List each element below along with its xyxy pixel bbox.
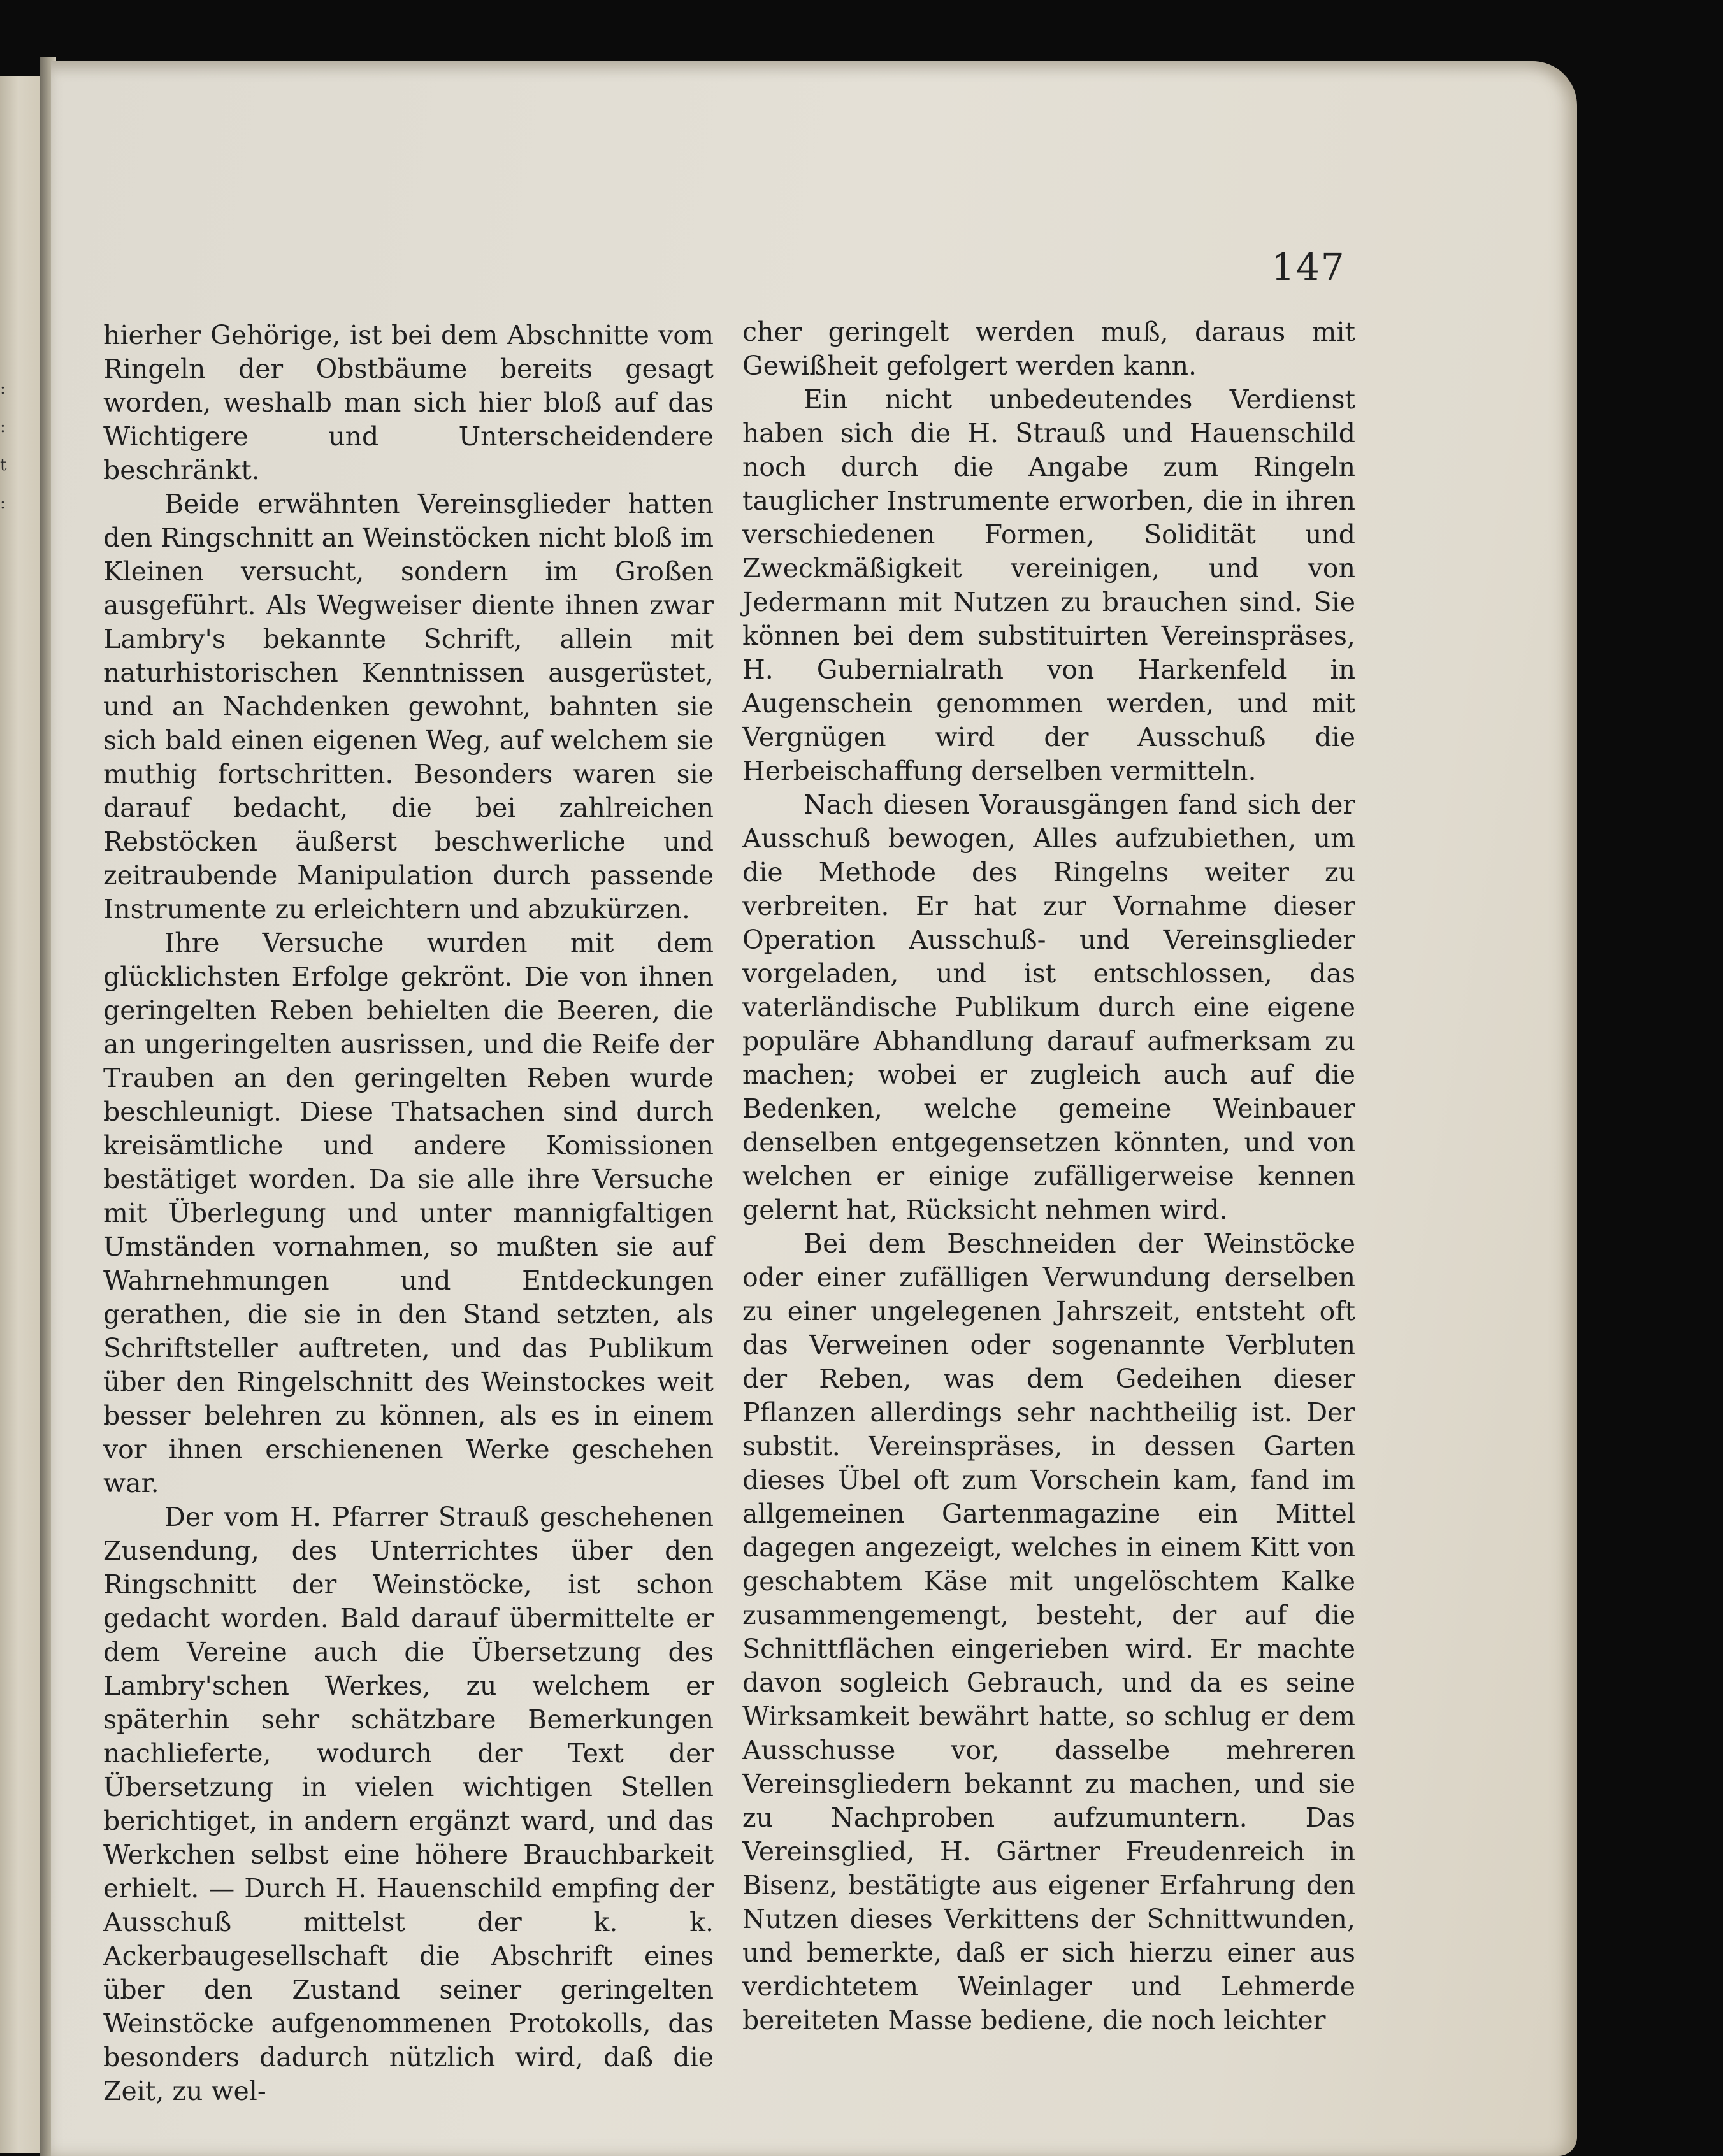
paragraph: cher geringelt werden muß, daraus mit Gewißheit gefolgert werden kann. [742, 317, 1355, 381]
paragraph: Nach diesen Vorausgängen fand sich der Ausschuß bewogen, Alles aufzubiethen, um die Methode des Ringelns weiter zu verbreiten. Er hat zur Vornahme dieser Operation Ausschuß- und Vereinsglieder vorgeladen, und ist entschlossen, das vaterländische Publikum durch eine eigene populäre Abhandlung darauf aufmerksam zu machen; wobei er zugleich auch auf die Bedenken, welche gemeine Weinbauer denselben entgegensetzen könnten, und von welchen er einige zufälligerweise kennen gelernt hat, Rücksicht nehmen wird. [742, 789, 1355, 1225]
page-number: 147 [1271, 245, 1346, 289]
text-column-left [103, 319, 714, 2108]
text-column-right [742, 315, 1355, 2037]
paragraph: Beide erwähnten Vereinsglieder hatten den Ringschnitt an Weinstöcken nicht bloß im Kleinen versucht, sondern im Großen ausgeführt. Als Wegweiser diente ihnen zwar Lambry's bekannte Schrift, allein mit naturhistorischen Kenntnissen ausgerüstet, und an Nachdenken gewohnt, bahnten sie sich bald einen eigenen Weg, auf welchem sie muthig fortschritten. Besonders waren sie darauf bedacht, die bei zahlreichen Rebstöcken äußerst beschwerliche und zeitraubende Manipulation durch passende Instrumente zu erleichtern und abzukürzen. [103, 489, 714, 924]
paragraph: Der vom H. Pfarrer Strauß geschehenen Zusendung, des Unterrichtes über den Ringschnitt der Weinstöcke, ist schon gedacht worden. Bald darauf übermittelte er dem Vereine auch die Übersetzung des Lambry'schen Werkes, zu welchem er späterhin sehr schätzbare Bemerkungen nachlieferte, wodurch der Text der Übersetzung in vielen wichtigen Stellen berichtiget, in andern ergänzt ward, und das Werkchen selbst eine höhere Brauchbarkeit erhielt. — Durch H. Hauenschild empfing der Ausschuß mittelst der k. k. Ackerbaugesellschaft die Abschrift eines über den Zustand seiner geringelten Weinstöcke aufgenommenen Protokolls, das besonders dadurch nützlich wird, daß die Zeit, zu wel- [103, 1502, 714, 2106]
left-page-margin-marks: : : t : [0, 379, 7, 513]
paragraph: Ihre Versuche wurden mit dem glücklichsten Erfolge gekrönt. Die von ihnen geringelten Reben behielten die Beeren, die an ungeringelten ausrissen, und die Reife der Trauben an den geringelten Reben wurde beschleunigt. Diese Thatsachen sind durch kreisämtliche und andere Komissionen bestätiget worden. Da sie alle ihre Versuche mit Überlegung und unter mannigfaltigen Umständen vornahmen, so mußten sie auf Wahrnehmungen und Entdeckungen gerathen, die sie in den Stand setzten, als Schriftsteller auftreten, und das Publikum über den Ringelschnitt des Weinstockes weit besser belehren zu können, als es in einem vor ihnen erschienenen Werke geschehen war. [103, 928, 714, 1498]
paragraph: hierher Gehörige, ist bei dem Abschnitte vom Ringeln der Obstbäume bereits gesagt worden, weshalb man sich hier bloß auf das Wichtigere und Unterscheidendere beschränkt. [103, 320, 714, 485]
paragraph: Ein nicht unbedeutendes Verdienst haben sich die H. Strauß und Hauenschild noch durch die Angabe zum Ringeln tauglicher Instrumente erworben, die in ihren verschiedenen Formen, Solidität und Zweckmäßigkeit vereinigen, und von Jedermann mit Nutzen zu brauchen sind. Sie können bei dem substituirten Vereinspräses, H. Gubernialrath von Harkenfeld in Augenschein genommen werden, und mit Vergnügen wird der Ausschuß die Herbeischaffung derselben vermitteln. [742, 384, 1355, 786]
paragraph: Bei dem Beschneiden der Weinstöcke oder einer zufälligen Verwundung derselben zu einer ungelegenen Jahrszeit, entsteht oft das Verweinen oder sogenannte Verbluten der Reben, was dem Gedeihen dieser Pflanzen allerdings sehr nachtheilig ist. Der substit. Vereinspräses, in dessen Garten dieses Übel oft zum Vorschein kam, fand im allgemeinen Gartenmagazine ein Mittel dagegen angezeigt, welches in einem Kitt von geschabtem Käse mit ungelöschtem Kalke zusammengemengt, besteht, der auf die Schnittflächen eingerieben wird. Er machte davon sogleich Gebrauch, und da es seine Wirksamkeit bewährt hatte, so schlug er dem Ausschusse vor, dasselbe mehreren Vereinsgliedern bekannt zu machen, und sie zu Nachproben aufzumuntern. Das Vereinsglied, H. Gärtner Freudenreich in Bisenz, bestätigte aus eigener Erfahrung den Nutzen dieses Verkittens der Schnittwunden, und bemerkte, daß er sich hierzu einer aus verdichtetem Weinlager und Lehmerde bereiteten Masse bediene, die noch leichter [742, 1228, 1355, 2036]
